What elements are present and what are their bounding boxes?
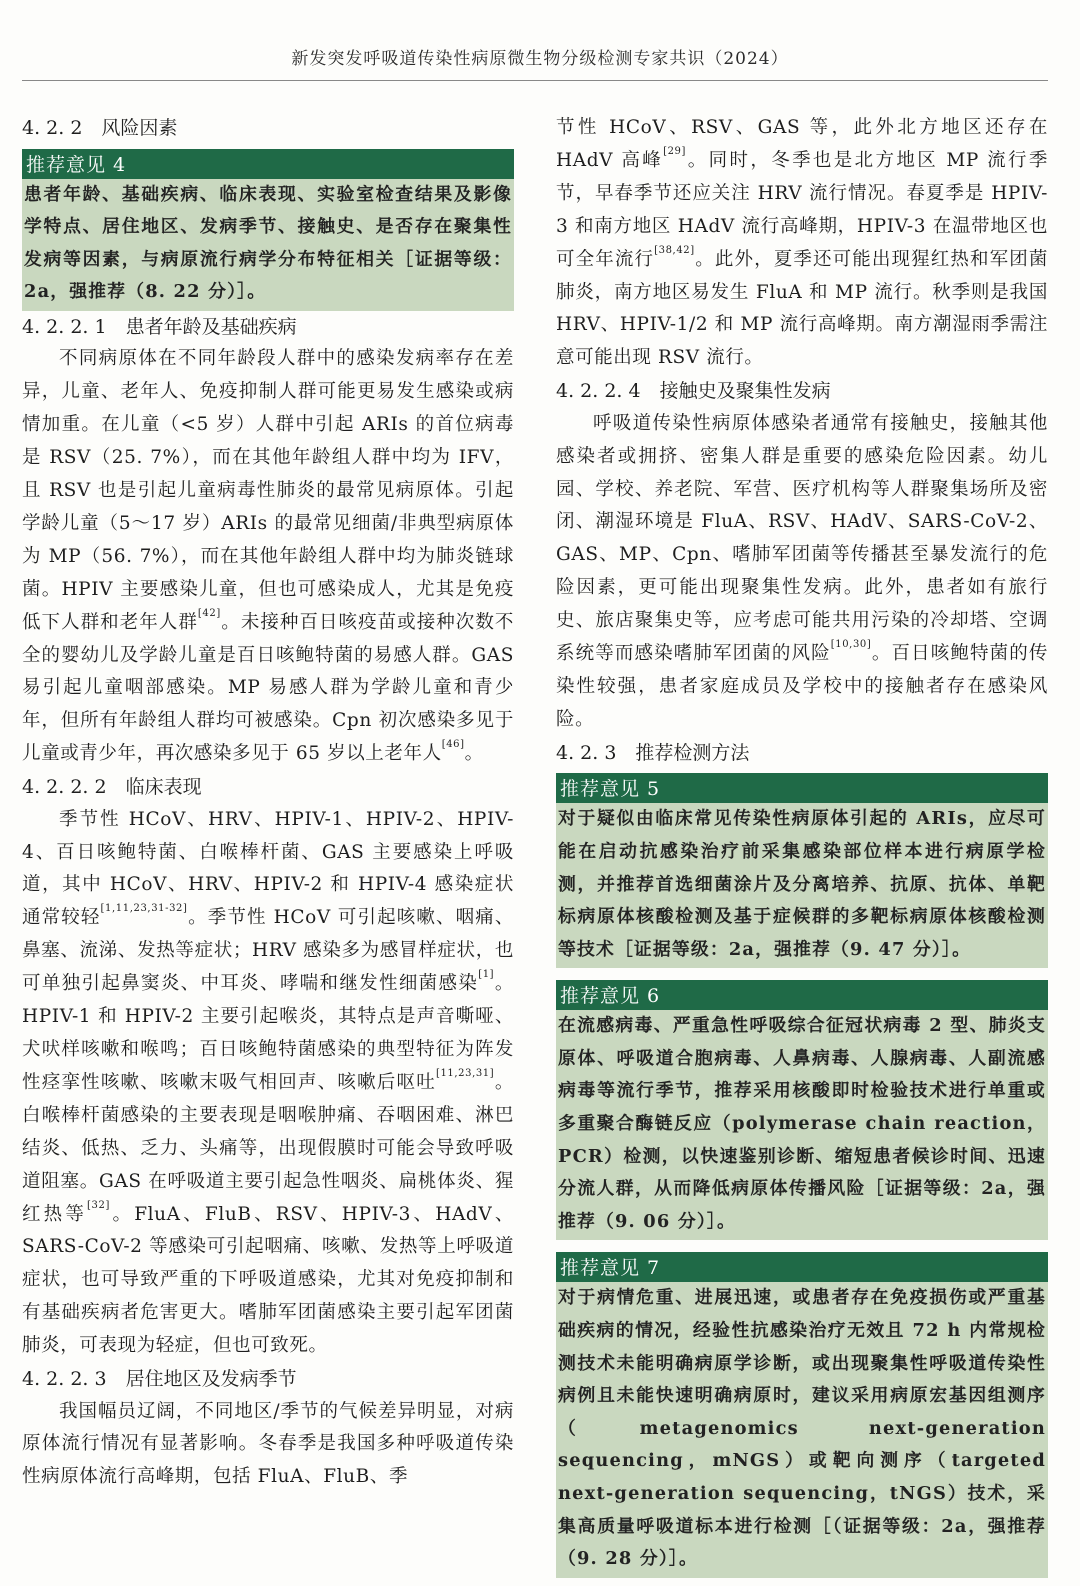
recommendation-5-body: 对于疑似由临床常见传染性病原体引起的 ARIs，应尽可能在启动抗感染治疗前采集感染部位样本进行病原学检测，并推荐首选细菌涂片及分离培养、抗原、抗体、单靶标病原体核酸检测及基于症候群的多靶标病原体核酸检测等技术［证据等级：2a，强推荐（9. 47 分）］。 [558, 808, 1046, 960]
paragraph-text: 节性 HCoV、RSV、GAS 等，此外北方地区还存在 HAdV 高峰 [556, 117, 1048, 171]
citation: [1] [478, 969, 495, 981]
recommendation-7-title: 推荐意见 7 [556, 1252, 1048, 1282]
paragraph-region-season: 我国幅员辽阔，不同地区/季节的气候差异明显，对病原体流行情况有显著影响。冬春季是我国多种呼吸道传染性病原体流行高峰期，包括 FluA、FluB、季 [22, 1400, 514, 1488]
recommendation-6-body: 在流感病毒、严重急性呼吸综合征冠状病毒 2 型、肺炎支原体、呼吸道合胞病毒、人鼻病毒、人腺病毒、人副流感病毒等流行季节，推荐采用核酸即时检验技术进行单重或多重聚合酶链反应（polymerase chain reaction，PCR）检测，以快速鉴别诊断、缩短患者候诊时间、迅速分流人群，从而降低病原体传播风险［证据等级：2a，强推荐（9. 06 分）］。 [558, 1015, 1046, 1232]
section-heading-4-2-2-2: 4. 2. 2. 2 临床表现 [22, 776, 202, 799]
paragraph-text: 不同病原体在不同年龄段人群中的感染发病率存在差异，儿童、老年人、免疫抑制人群可能更易发生感染或病情加重。在儿童（<5 岁）人群中引起 ARIs 的首位病毒是 RSV（25. 7%），而在其他年龄组人群中均为 IFV，且 RSV 也是引起儿童病毒性肺炎的最常见病原体。引起学龄儿童（5～17 岁）ARIs 的最常见细菌/非典型病原体为 MP（56. 7%），而在其他年龄组人群中均为肺炎链球菌。HPIV 主要感染儿童，但也可感染成人，尤其是免疫低下人群和老年人群 [22, 348, 514, 633]
paragraph-clinical [22, 804, 514, 1363]
recommendation-5-title: 推荐意见 5 [556, 773, 1048, 803]
right-column [556, 112, 1048, 1578]
citation: [32] [87, 1199, 110, 1211]
running-header: 新发突发呼吸道传染性病原微生物分级检测专家共识（2024） [291, 49, 789, 69]
paragraph-region-season-cont [556, 112, 1048, 375]
paragraph-text: 季节性 HCoV、HRV、HPIV-1、HPIV-2、HPIV-4、百日咳鲍特菌、白喉棒杆菌、GAS 主要感染上呼吸道，其中 HCoV、HRV、HPIV-2 和 HPIV-4 感染症状通常较轻 [22, 808, 514, 929]
paragraph-contact [556, 408, 1048, 737]
citation: [1,11,23,31-32] [100, 903, 188, 915]
citation: [38,42] [654, 244, 695, 256]
section-heading-4-2-2-4: 4. 2. 2. 4 接触史及聚集性发病 [556, 380, 831, 403]
recommendation-4-box [22, 149, 514, 311]
paragraph-text: 。百日咳鲍特菌的传染性较强，患者家庭成员及学校中的接触者存在感染风险。 [556, 643, 1048, 730]
paragraph-text: 。HPIV-1 和 HPIV-2 主要引起喉炎，其特点是声音嘶哑、犬吠样咳嗽和喉鸣；百日咳鲍特菌感染的典型特征为阵发性痉挛性咳嗽、咳嗽末吸气相回声、咳嗽后呕吐 [22, 973, 514, 1093]
citation: [10,30] [830, 639, 872, 651]
paragraph-text: 。此外，夏季还可能出现猩红热和军团菌肺炎，南方地区易发生 FluA 和 MP 流行。秋季则是我国 HRV、HPIV-1/2 和 MP 流行高峰期。南方潮湿雨季需注意可能出现 RSV 流行。 [556, 248, 1048, 369]
recommendation-7-box [556, 1252, 1048, 1577]
citation: [42] [197, 607, 221, 619]
paragraph-text: 呼吸道传染性病原体感染者通常有接触史，接触其他感染者或拥挤、密集人群是重要的感染危险因素。幼儿园、学校、养老院、军营、医疗机构等人群聚集场所及密闭、潮湿环境是 FluA、RSV、HAdV、SARS-CoV-2、GAS、MP、Cpn、嗜肺军团菌等传播甚至暴发流行的危险因素，更可能出现聚集性发病。此外，患者如有旅行史、旅店聚集史等，应考虑可能共用污染的冷却塔、空调系统等而感染嗜肺军团菌的风险 [556, 412, 1048, 665]
section-heading-4-2-2-1: 4. 2. 2. 1 患者年龄及基础疾病 [22, 315, 297, 338]
recommendation-5-box [556, 773, 1048, 968]
citation: [29] [663, 145, 686, 157]
paragraph-text: 。季节性 HCoV 可引起咳嗽、咽痛、鼻塞、流涕、发热等症状；HRV 感染多为感冒样症状，也可单独引起鼻窦炎、中耳炎、哮喘和继发性细菌感染 [22, 907, 514, 995]
left-column [22, 112, 514, 1494]
recommendation-4-body: 患者年龄、基础疾病、临床表现、实验室检查结果及影像学特点、居住地区、发病季节、接触史、是否存在聚集性发病等因素，与病原流行病学分布特征相关［证据等级：2a，强推荐（8. 22 分）］。 [24, 183, 512, 303]
recommendation-6-box [556, 980, 1048, 1240]
section-heading-4-2-3: 4. 2. 3 推荐检测方法 [556, 741, 750, 764]
paragraph-text: 。 [464, 743, 484, 765]
paragraph-text: 。FluA、FluB、RSV、HPIV-3、HAdV、SARS-CoV-2 等感染可引起咽痛、咳嗽、发热等上呼吸道症状，也可导致严重的下呼吸道感染，尤其对免疫抑制和有基础疾病者危害更大。嗜肺军团菌感染主要引起军团菌肺炎，可表现为轻症，但也可致死。 [22, 1203, 514, 1357]
citation: [11,23,31] [435, 1067, 495, 1079]
recommendation-4-title: 推荐意见 4 [22, 149, 514, 179]
header-rule [22, 80, 1048, 81]
recommendation-6-title: 推荐意见 6 [556, 980, 1048, 1010]
paragraph-text: 。白喉棒杆菌感染的主要表现是咽喉肿痛、吞咽困难、淋巴结炎、低热、乏力、头痛等，出现假膜时可能会导致呼吸道阻塞。GAS 在呼吸道主要引起急性咽炎、扁桃体炎、猩红热等 [22, 1071, 514, 1225]
recommendation-7-body: 对于病情危重、进展迅速，或患者存在免疫损伤或严重基础疾病的情况，经验性抗感染治疗无效且 72 h 内常规检测技术未能明确病原学诊断，或出现聚集性呼吸道传染性病例且未能快速明确病原时，建议采用病原宏基因组测序（metagenomics next-generation sequencing，mNGS）或靶向测序（targeted next-generation sequencing，tNGS）技术，采集高质量呼吸道标本进行检测［（证据等级：2a，强推荐（9. 28 分）］。 [558, 1287, 1046, 1570]
section-heading-4-2-2-3: 4. 2. 2. 3 居住地区及发病季节 [22, 1368, 297, 1391]
citation: [46] [441, 739, 465, 751]
section-heading-4-2-2: 4. 2. 2 风险因素 [22, 117, 178, 139]
paragraph-text: 。未接种百日咳疫苗或接种次数不全的婴幼儿及学龄儿童是百日咳鲍特菌的易感人群。GAS 易引起儿童咽部感染。MP 易感人群为学龄儿童和青少年，但所有年龄组人群均可被感染。Cpn 初次感染多见于儿童或青少年，再次感染多见于 65 岁以上老年人 [22, 611, 514, 765]
paragraph-text: 。同时，冬季也是北方地区 MP 流行季节，早春季节还应关注 HRV 流行情况。春夏季是 HPIV-3 和南方地区 HAdV 流行高峰期，HPIV-3 在温带地区也可全年流行 [556, 149, 1048, 270]
paragraph-age-disease [22, 343, 514, 771]
